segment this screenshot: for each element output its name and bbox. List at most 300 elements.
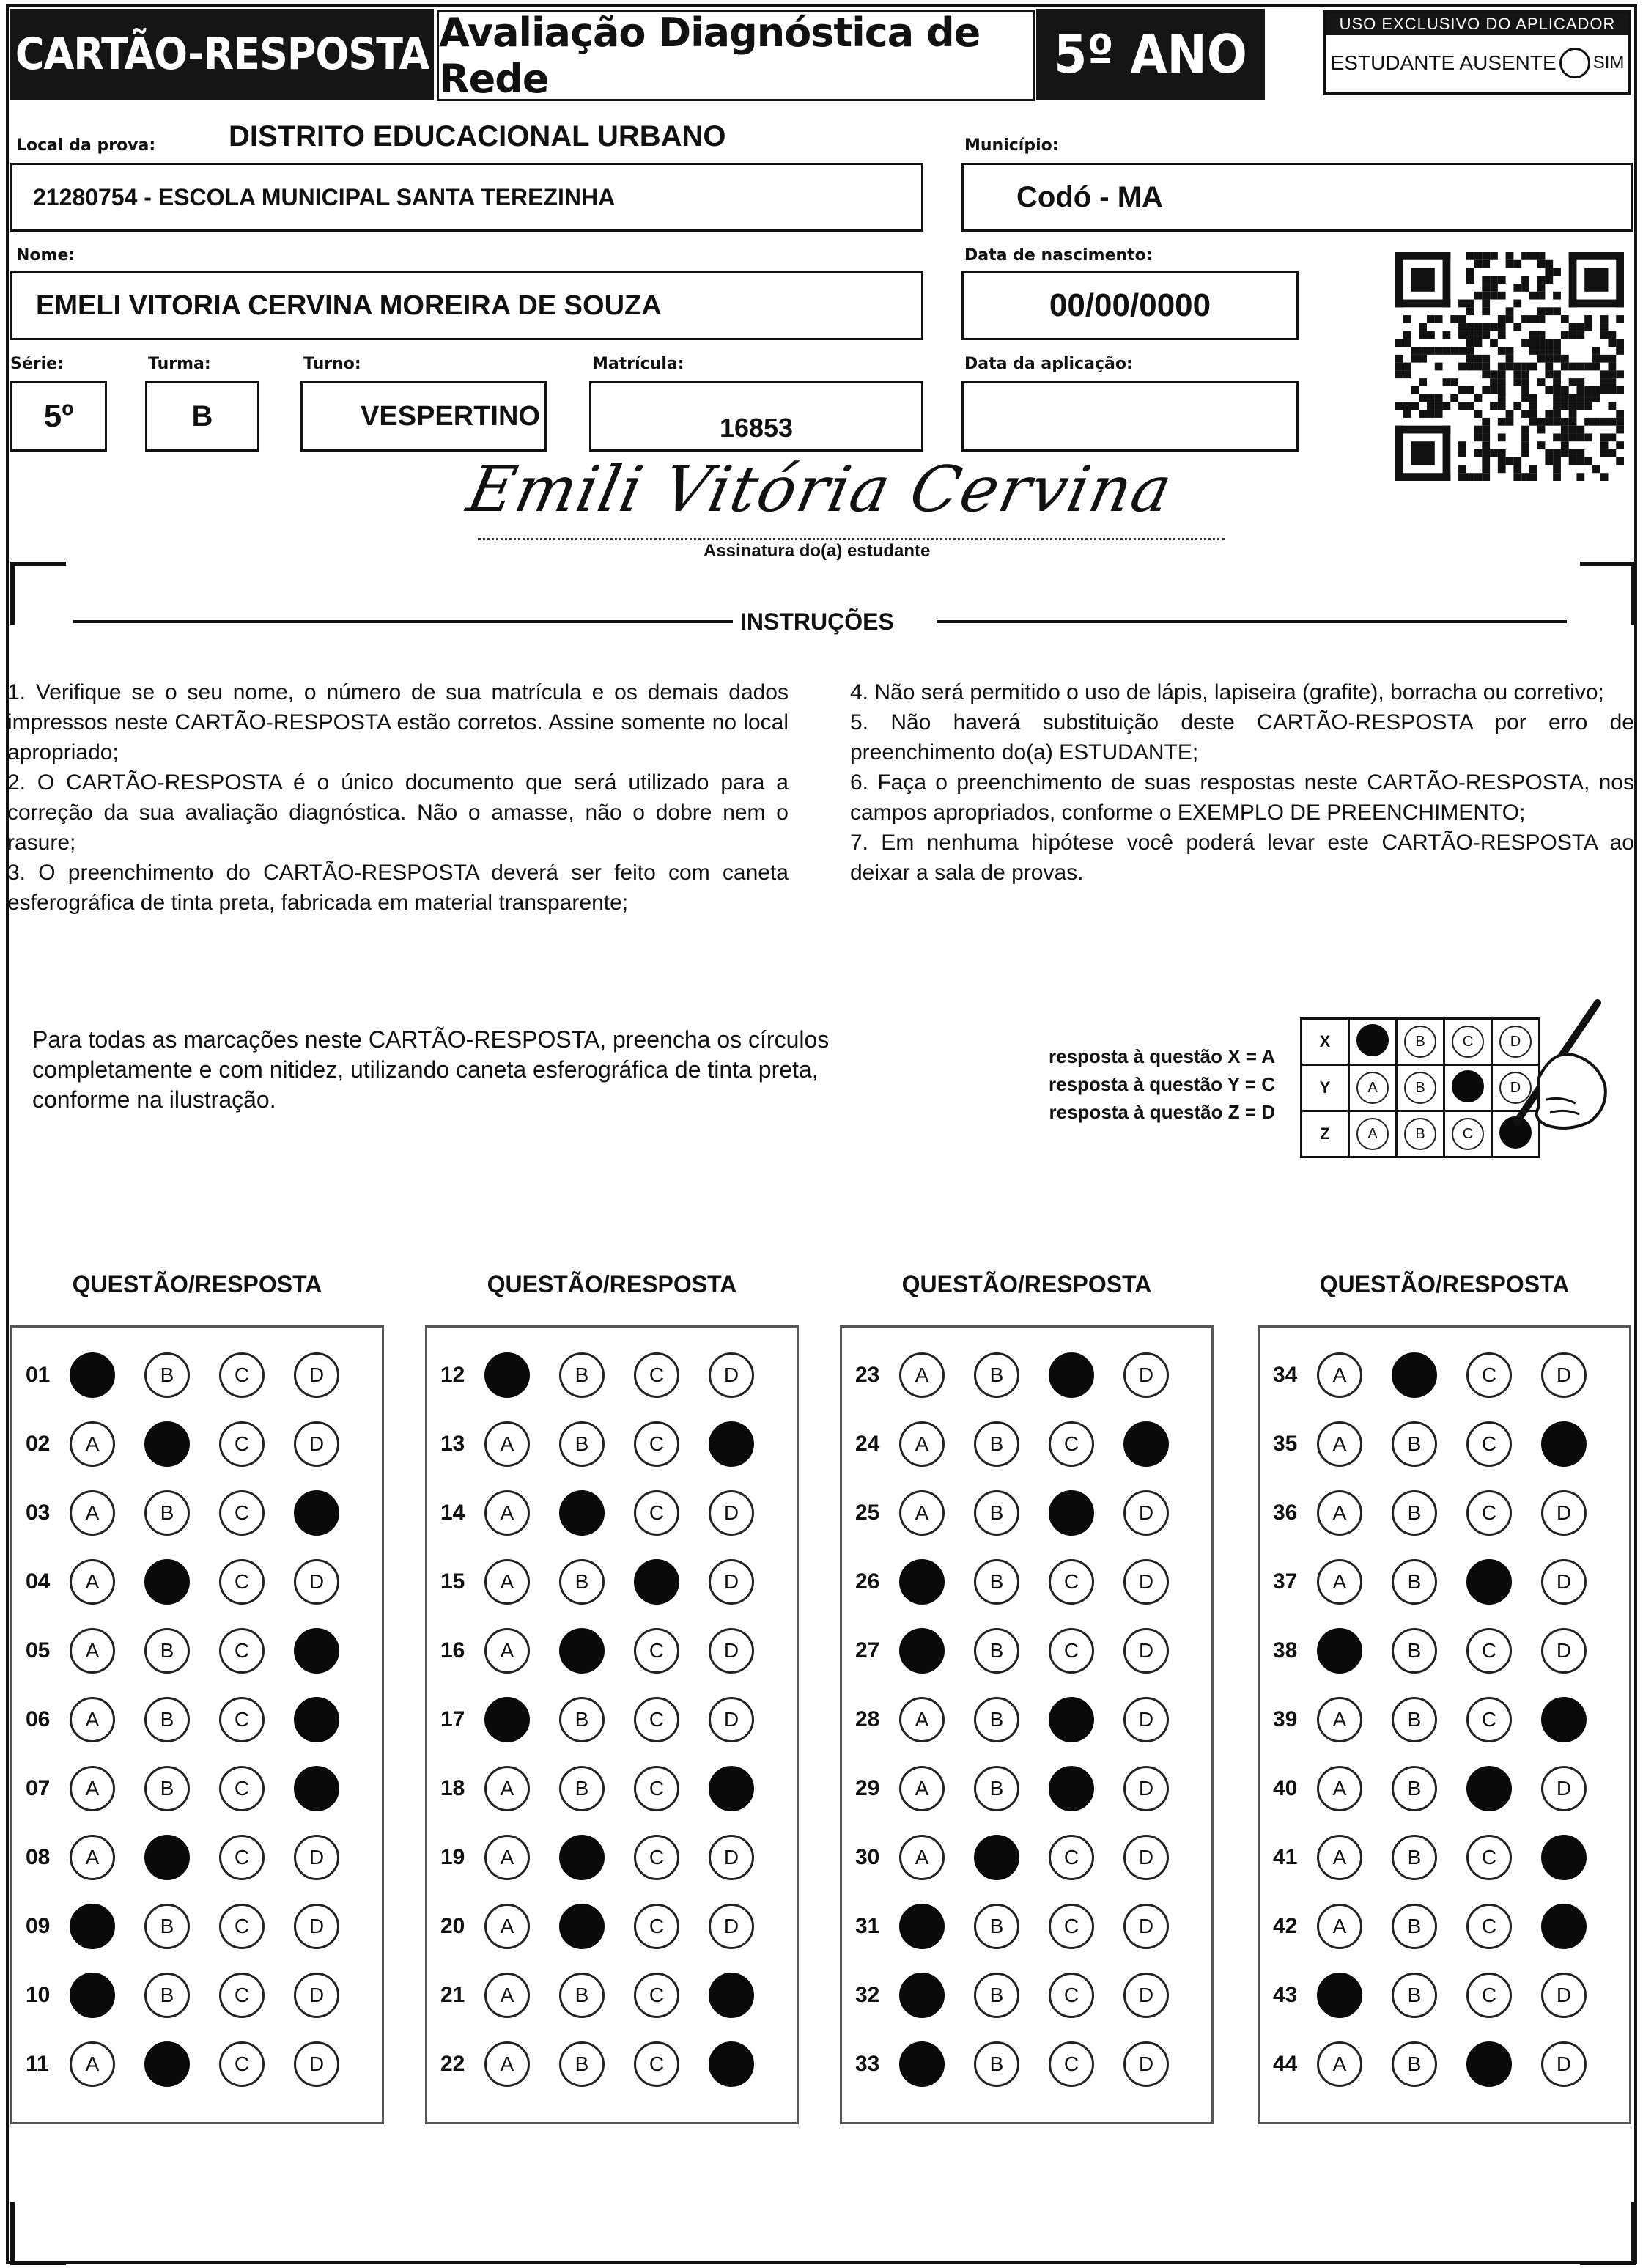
answer-bubble-c[interactable]: C [219, 1490, 265, 1536]
instruction-1: 1. Verifique se o seu nome, o número de sua matrícula e os demais dados impressos neste CARTÃO-RESPOSTA estão corretos. Assine somente no local apropriado; [7, 680, 789, 765]
answer-bubble-a[interactable]: A [70, 1904, 115, 1949]
answer-bubble-c[interactable]: C [1049, 1559, 1094, 1605]
answer-bubble-d[interactable]: D [1541, 1904, 1587, 1949]
answer-bubble-d[interactable]: D [709, 1904, 754, 1949]
answer-bubble-b[interactable]: B [559, 2041, 605, 2087]
answer-bubble-d[interactable]: D [294, 1766, 339, 1811]
answer-bubble-d[interactable]: D [709, 1973, 754, 2018]
question-number: 26 [855, 1569, 880, 1594]
answer-bubble-d[interactable]: D [1541, 1421, 1587, 1467]
answer-bubble-b[interactable]: B [974, 1628, 1019, 1674]
absent-checkbox[interactable] [1559, 48, 1590, 78]
answer-bubble-b[interactable]: B [1392, 1421, 1437, 1467]
example-bubble-b: B [1404, 1026, 1436, 1058]
answer-bubble-a[interactable]: A [484, 1559, 530, 1605]
answer-bubble-c[interactable]: C [1466, 2041, 1512, 2087]
answer-bubble-b[interactable]: B [559, 1766, 605, 1811]
question-number: 38 [1273, 1638, 1298, 1663]
answer-bubble-c[interactable]: C [1466, 1352, 1512, 1398]
answer-bubble-a[interactable]: A [1317, 1973, 1362, 2018]
question-row [1260, 1479, 1629, 1547]
answer-bubble-a[interactable]: A [1317, 2041, 1362, 2087]
answer-bubble-a[interactable]: A [899, 1628, 945, 1674]
answer-bubble-d[interactable]: D [1123, 2041, 1169, 2087]
answer-bubble-d[interactable]: D [709, 2041, 754, 2087]
answer-bubble-a[interactable]: A [1317, 1835, 1362, 1880]
answer-bubble-b[interactable]: B [559, 1559, 605, 1605]
question-number: 05 [26, 1638, 51, 1663]
answer-bubble-c[interactable]: C [219, 1628, 265, 1674]
answer-bubble-b[interactable]: B [144, 1973, 190, 2018]
question-row [427, 1892, 797, 1961]
answer-bubble-b[interactable]: B [559, 1973, 605, 2018]
answer-bubble-b[interactable]: B [974, 2041, 1019, 2087]
answer-bubble-b[interactable]: B [1392, 1697, 1437, 1742]
example-bubble-b: B [1404, 1118, 1436, 1150]
instruction-5: 5. Não haverá substituição deste CARTÃO-RESPOSTA por erro de preenchimento do(a) ESTUDANTE; [850, 710, 1634, 765]
answer-bubble-a[interactable]: A [70, 1352, 115, 1398]
answer-bubble-d[interactable]: D [294, 1352, 339, 1398]
example-row-label: X [1302, 1019, 1349, 1065]
question-row [12, 1961, 382, 2030]
answer-bubble-a[interactable]: A [899, 1766, 945, 1811]
answer-bubble-a[interactable]: A [484, 1904, 530, 1949]
question-row [427, 1479, 797, 1547]
answer-bubble-a[interactable]: A [1317, 1490, 1362, 1536]
answer-bubble-c[interactable]: C [219, 1559, 265, 1605]
answer-bubble-d[interactable]: D [1123, 1628, 1169, 1674]
answer-bubble-a[interactable]: A [899, 1904, 945, 1949]
card-title: CARTÃO-RESPOSTA [10, 9, 434, 100]
question-number: 41 [1273, 1845, 1298, 1869]
applicator-box [1323, 10, 1631, 95]
answer-bubble-d[interactable]: D [709, 1835, 754, 1880]
question-row [842, 1341, 1211, 1410]
answer-bubble-a[interactable]: A [1317, 1559, 1362, 1605]
answer-bubble-b[interactable]: B [144, 1904, 190, 1949]
example-row-label: Y [1302, 1065, 1349, 1111]
question-number: 23 [855, 1363, 880, 1387]
municipio-value: Codó - MA [1016, 180, 1163, 213]
answer-bubble-a[interactable]: A [899, 1835, 945, 1880]
answer-bubble-b[interactable]: B [144, 1352, 190, 1398]
example-cell [1397, 1065, 1444, 1111]
answer-bubble-d[interactable]: D [709, 1766, 754, 1811]
answer-bubble-b[interactable]: B [1392, 1835, 1437, 1880]
answer-bubble-b[interactable]: B [144, 1628, 190, 1674]
qr-code [1395, 252, 1624, 481]
serie-value: 5º [43, 398, 74, 434]
answer-bubble-b[interactable]: B [1392, 1904, 1437, 1949]
answer-bubble-d[interactable]: D [1123, 1559, 1169, 1605]
answer-bubble-d[interactable]: D [709, 1628, 754, 1674]
instructions-rule-right [937, 620, 1567, 623]
answer-bubble-c[interactable]: C [1049, 1904, 1094, 1949]
answer-bubble-c[interactable]: C [634, 1352, 679, 1398]
question-row [842, 1479, 1211, 1547]
answer-bubble-c[interactable]: C [1466, 1490, 1512, 1536]
answer-bubble-d[interactable]: D [294, 1973, 339, 2018]
answer-bubble-b[interactable]: B [144, 1490, 190, 1536]
instruction-6: 6. Faça o preenchimento de suas respostas neste CARTÃO-RESPOSTA, nos campos apropriados, conforme o EXEMPLO DE PREENCHIMENTO; [850, 770, 1634, 825]
question-number: 37 [1273, 1569, 1298, 1594]
answer-bubble-c[interactable]: C [219, 2041, 265, 2087]
answer-bubble-d[interactable]: D [294, 1490, 339, 1536]
instructions-left [7, 677, 789, 918]
answer-bubble-d[interactable]: D [1541, 1628, 1587, 1674]
answer-bubble-a[interactable]: A [70, 1766, 115, 1811]
answer-bubble-d[interactable]: D [294, 1559, 339, 1605]
example-bubble-b: B [1404, 1072, 1436, 1104]
answer-bubble-a[interactable]: A [1317, 1697, 1362, 1742]
question-row [427, 1961, 797, 2030]
question-row [1260, 1410, 1629, 1479]
answer-bubble-b[interactable]: B [1392, 1559, 1437, 1605]
answer-bubble-b[interactable]: B [1392, 1766, 1437, 1811]
answer-bubble-a[interactable]: A [484, 1421, 530, 1467]
question-number: 16 [440, 1638, 465, 1663]
answer-bubble-d[interactable]: D [1541, 1490, 1587, 1536]
answer-bubble-c[interactable]: C [634, 1697, 679, 1742]
example-cell [1349, 1019, 1397, 1065]
answer-bubble-d[interactable]: D [1541, 1973, 1587, 2018]
question-number: 35 [1273, 1432, 1298, 1456]
answer-bubble-c[interactable]: C [634, 1904, 679, 1949]
question-number: 31 [855, 1914, 880, 1938]
answer-bubble-d[interactable]: D [1123, 1835, 1169, 1880]
question-number: 36 [1273, 1501, 1298, 1525]
answer-bubble-b[interactable]: B [974, 1697, 1019, 1742]
answer-bubble-a[interactable]: A [1317, 1352, 1362, 1398]
question-row [842, 1892, 1211, 1961]
answer-bubble-c[interactable]: C [219, 1421, 265, 1467]
matricula-field [589, 381, 923, 452]
question-number: 29 [855, 1776, 880, 1800]
answer-bubble-c[interactable]: C [1466, 1904, 1512, 1949]
answer-bubble-a[interactable]: A [484, 1835, 530, 1880]
example-bubble-c: C [1452, 1026, 1484, 1058]
answer-bubble-b[interactable]: B [1392, 1973, 1437, 2018]
question-number: 02 [26, 1432, 51, 1456]
question-row [1260, 1547, 1629, 1616]
answer-bubble-c[interactable]: C [634, 1559, 679, 1605]
answer-bubble-d[interactable]: D [709, 1352, 754, 1398]
answer-bubble-a[interactable]: A [484, 1352, 530, 1398]
question-row [427, 1754, 797, 1823]
answer-bubble-c[interactable]: C [219, 1697, 265, 1742]
example-bubble-c: C [1452, 1118, 1484, 1150]
name-value: EMELI VITORIA CERVINA MOREIRA DE SOUZA [36, 290, 662, 321]
answer-bubble-a[interactable]: A [484, 1766, 530, 1811]
answer-bubble-b[interactable]: B [144, 1766, 190, 1811]
question-row [427, 2030, 797, 2099]
turno-field [300, 381, 547, 452]
question-row [427, 1341, 797, 1410]
municipio-field [961, 163, 1633, 232]
answer-bubble-c[interactable]: C [1466, 1697, 1512, 1742]
answer-bubble-a[interactable]: A [899, 1697, 945, 1742]
block-title: QUESTÃO/RESPOSTA [487, 1271, 737, 1297]
grade-badge: 5º ANO [1036, 9, 1265, 100]
example-bubble-d: D [1499, 1072, 1532, 1104]
matricula-value: 16853 [719, 413, 794, 443]
answer-bubble-a[interactable]: A [1317, 1904, 1362, 1949]
answer-bubble-d[interactable]: D [1123, 1973, 1169, 2018]
answer-bubble-a[interactable]: A [70, 1973, 115, 2018]
instruction-2: 2. O CARTÃO-RESPOSTA é o único documento que será utilizado para a correção da sua avaliação diagnóstica. Não o amasse, não o dobre nem o rasure; [7, 770, 789, 855]
answer-bubble-c[interactable]: C [634, 1973, 679, 2018]
answer-bubble-a[interactable]: A [1317, 1766, 1362, 1811]
answer-bubble-d[interactable]: D [1123, 1766, 1169, 1811]
question-row [842, 1616, 1211, 1685]
question-row [12, 1754, 382, 1823]
answer-bubble-b[interactable]: B [144, 1421, 190, 1467]
answer-bubble-c[interactable]: C [1049, 1766, 1094, 1811]
example-cell [1397, 1111, 1444, 1157]
answer-bubble-c[interactable]: C [219, 1973, 265, 2018]
answer-bubble-d[interactable]: D [1123, 1421, 1169, 1467]
example-cell [1349, 1111, 1397, 1157]
answer-bubble-d[interactable]: D [294, 1835, 339, 1880]
answer-bubble-c[interactable]: C [634, 2041, 679, 2087]
answer-bubble-a[interactable]: A [484, 1973, 530, 2018]
answer-bubble-b[interactable]: B [559, 1421, 605, 1467]
example-legend-x: resposta à questão X = A [1049, 1045, 1275, 1067]
turma-value: B [191, 400, 213, 432]
answer-bubble-a[interactable]: A [484, 2041, 530, 2087]
answer-bubble-d[interactable]: D [1123, 1490, 1169, 1536]
turno-label: Turno: [303, 355, 361, 373]
answer-bubble-b[interactable]: B [559, 1835, 605, 1880]
answer-bubble-a[interactable]: A [899, 1490, 945, 1536]
answer-bubble-c[interactable]: C [634, 1835, 679, 1880]
answer-bubble-b[interactable]: B [974, 1973, 1019, 2018]
example-text: Para todas as marcações neste CARTÃO-RESPOSTA, preencha os círculos completamente e com nitidez, utilizando caneta esferográfica de tinta preta, conforme na ilustração. [32, 1026, 830, 1113]
answer-bubble-c[interactable]: C [634, 1490, 679, 1536]
question-number: 21 [440, 1983, 465, 2007]
answer-bubble-d[interactable]: D [709, 1559, 754, 1605]
answer-bubble-d[interactable]: D [1541, 2041, 1587, 2087]
answer-bubble-b[interactable]: B [1392, 1352, 1437, 1398]
question-row [427, 1685, 797, 1754]
answer-bubble-c[interactable]: C [219, 1835, 265, 1880]
answer-bubble-c[interactable]: C [219, 1766, 265, 1811]
question-row [1260, 1892, 1629, 1961]
answer-bubble-a[interactable]: A [1317, 1628, 1362, 1674]
answer-bubble-a[interactable]: A [70, 1835, 115, 1880]
answer-block [840, 1325, 1214, 2124]
answer-bubble-c[interactable]: C [634, 1628, 679, 1674]
name-field [10, 271, 923, 340]
pen-hand-icon [1488, 997, 1612, 1144]
answer-bubble-d[interactable]: D [709, 1697, 754, 1742]
answer-bubble-c[interactable]: C [1049, 2041, 1094, 2087]
question-row [12, 1410, 382, 1479]
answer-bubble-b[interactable]: B [974, 1904, 1019, 1949]
instructions-title: INSTRUÇÕES [740, 608, 894, 635]
question-number: 40 [1273, 1776, 1298, 1800]
answer-bubble-c[interactable]: C [219, 1352, 265, 1398]
question-number: 18 [440, 1776, 465, 1800]
question-row [842, 1685, 1211, 1754]
answer-bubble-c[interactable]: C [1049, 1421, 1094, 1467]
answer-bubble-d[interactable]: D [709, 1421, 754, 1467]
signature-label: Assinatura do(a) estudante [704, 541, 931, 561]
answer-bubble-b[interactable]: B [974, 1352, 1019, 1398]
corner-mark-top-right [1580, 562, 1636, 625]
answer-bubble-a[interactable]: A [70, 1421, 115, 1467]
answer-bubble-d[interactable]: D [1541, 1352, 1587, 1398]
answer-bubble-a[interactable]: A [484, 1697, 530, 1742]
answer-bubble-c[interactable]: C [1049, 1490, 1094, 1536]
answer-bubble-d[interactable]: D [1123, 1904, 1169, 1949]
answer-bubble-b[interactable]: B [144, 1559, 190, 1605]
question-number: 28 [855, 1707, 880, 1731]
answer-bubble-c[interactable]: C [1049, 1973, 1094, 2018]
answer-bubble-d[interactable]: D [294, 1421, 339, 1467]
answer-bubble-d[interactable]: D [1541, 1766, 1587, 1811]
question-number: 07 [26, 1776, 51, 1800]
question-row [1260, 1823, 1629, 1892]
signature: Emili Vitória Cervina [461, 453, 1180, 526]
answer-bubble-a[interactable]: A [899, 2041, 945, 2087]
answer-bubble-c[interactable]: C [1466, 1835, 1512, 1880]
answer-bubble-c[interactable]: C [219, 1904, 265, 1949]
answer-bubble-c[interactable]: C [1049, 1628, 1094, 1674]
answer-bubble-c[interactable]: C [1466, 1559, 1512, 1605]
answer-bubble-c[interactable]: C [1466, 1421, 1512, 1467]
answer-bubble-d[interactable]: D [294, 1904, 339, 1949]
answer-bubble-b[interactable]: B [559, 1697, 605, 1742]
answer-bubble-c[interactable]: C [1466, 1628, 1512, 1674]
question-number: 43 [1273, 1983, 1298, 2007]
question-row [842, 1961, 1211, 2030]
name-label: Nome: [16, 246, 75, 265]
answer-bubble-a[interactable]: A [484, 1490, 530, 1536]
answer-bubble-a[interactable]: A [70, 1628, 115, 1674]
question-row [427, 1616, 797, 1685]
question-number: 12 [440, 1363, 465, 1387]
question-row [1260, 1341, 1629, 1410]
answer-bubble-d[interactable]: D [294, 1697, 339, 1742]
answer-block [10, 1325, 384, 2124]
question-row [427, 1823, 797, 1892]
answer-bubble-b[interactable]: B [1392, 1490, 1437, 1536]
answer-bubble-a[interactable]: A [1317, 1421, 1362, 1467]
signature-line [478, 538, 1225, 540]
example-cell [1349, 1065, 1397, 1111]
answer-bubble-b[interactable]: B [559, 1904, 605, 1949]
answer-bubble-d[interactable]: D [1541, 1559, 1587, 1605]
question-number: 09 [26, 1914, 51, 1938]
block-title: QUESTÃO/RESPOSTA [72, 1271, 322, 1297]
answer-bubble-b[interactable]: B [974, 1766, 1019, 1811]
question-number: 01 [26, 1363, 51, 1387]
question-row [842, 1754, 1211, 1823]
aplicacao-field [961, 381, 1299, 452]
answer-bubble-c[interactable]: C [1049, 1697, 1094, 1742]
question-number: 30 [855, 1845, 880, 1869]
answer-bubble-b[interactable]: B [559, 1352, 605, 1398]
answer-bubble-a[interactable]: A [70, 1559, 115, 1605]
answer-bubble-c[interactable]: C [1466, 1766, 1512, 1811]
serie-field [10, 381, 107, 452]
example-bubble-c [1452, 1070, 1484, 1102]
question-number: 06 [26, 1707, 51, 1731]
instruction-3: 3. O preenchimento do CARTÃO-RESPOSTA deverá ser feito com caneta esferográfica de tinta preta, fabricada em material transparente; [7, 861, 789, 915]
answer-bubble-d[interactable]: D [1123, 1352, 1169, 1398]
turno-value: VESPERTINO [361, 400, 540, 432]
answer-bubble-a[interactable]: A [899, 1352, 945, 1398]
answer-bubble-d[interactable]: D [1541, 1697, 1587, 1742]
school-value: 21280754 - ESCOLA MUNICIPAL SANTA TEREZINHA [33, 183, 616, 210]
answer-bubble-d[interactable]: D [709, 1490, 754, 1536]
answer-bubble-b[interactable]: B [974, 1559, 1019, 1605]
answer-bubble-b[interactable]: B [1392, 2041, 1437, 2087]
answer-bubble-a[interactable]: A [899, 1973, 945, 2018]
answer-bubble-a[interactable]: A [899, 1421, 945, 1467]
answer-bubble-d[interactable]: D [294, 2041, 339, 2087]
answer-bubble-c[interactable]: C [1049, 1352, 1094, 1398]
question-row [427, 1547, 797, 1616]
answer-bubble-a[interactable]: A [70, 2041, 115, 2087]
answer-bubble-c[interactable]: C [634, 1421, 679, 1467]
answer-bubble-a[interactable]: A [70, 1490, 115, 1536]
answer-bubble-a[interactable]: A [70, 1697, 115, 1742]
applicator-heading: USO EXCLUSIVO DO APLICADOR [1326, 13, 1628, 35]
answer-bubble-a[interactable]: A [899, 1559, 945, 1605]
question-number: 20 [440, 1914, 465, 1938]
answer-bubble-b[interactable]: B [974, 1490, 1019, 1536]
answer-bubble-b[interactable]: B [144, 1835, 190, 1880]
answer-bubble-a[interactable]: A [484, 1628, 530, 1674]
answer-bubble-c[interactable]: C [1466, 1973, 1512, 2018]
question-number: 24 [855, 1432, 880, 1456]
answer-bubble-b[interactable]: B [974, 1421, 1019, 1467]
answer-bubble-d[interactable]: D [1541, 1835, 1587, 1880]
birth-field [961, 271, 1299, 340]
school-field [10, 163, 923, 232]
question-number: 03 [26, 1501, 51, 1525]
answer-bubble-b[interactable]: B [559, 1490, 605, 1536]
answer-bubble-b[interactable]: B [559, 1628, 605, 1674]
instructions-right [850, 677, 1634, 888]
question-row [1260, 1685, 1629, 1754]
question-number: 04 [26, 1569, 51, 1594]
question-number: 15 [440, 1569, 465, 1594]
answer-bubble-b[interactable]: B [1392, 1628, 1437, 1674]
question-row [1260, 2030, 1629, 2099]
question-row [12, 1616, 382, 1685]
answer-bubble-b[interactable]: B [974, 1835, 1019, 1880]
answer-bubble-d[interactable]: D [294, 1628, 339, 1674]
answer-bubble-d[interactable]: D [1123, 1697, 1169, 1742]
local-label: Local da prova: [16, 136, 156, 155]
answer-bubble-b[interactable]: B [144, 2041, 190, 2087]
answer-bubble-c[interactable]: C [634, 1766, 679, 1811]
question-row [12, 1547, 382, 1616]
example-cell [1444, 1111, 1492, 1157]
answer-bubble-c[interactable]: C [1049, 1835, 1094, 1880]
answer-bubble-b[interactable]: B [144, 1697, 190, 1742]
answer-block [425, 1325, 799, 2124]
question-row [842, 1410, 1211, 1479]
question-number: 34 [1273, 1363, 1298, 1387]
question-number: 10 [26, 1983, 51, 2007]
question-number: 11 [26, 2052, 49, 2076]
example-bubble-a: A [1356, 1118, 1389, 1150]
question-number: 27 [855, 1638, 880, 1663]
